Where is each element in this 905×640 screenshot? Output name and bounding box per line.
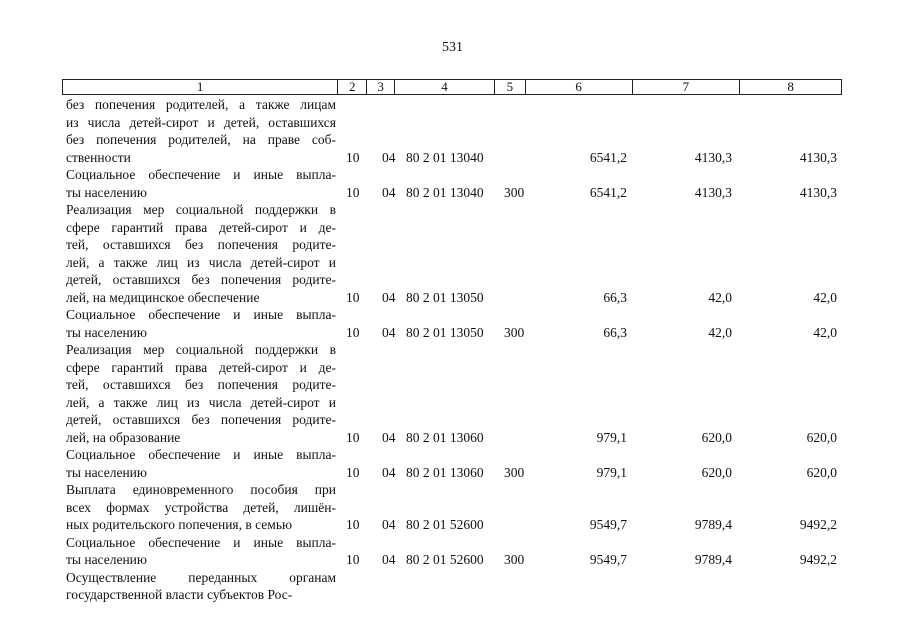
page-number: 531 xyxy=(442,40,463,55)
description-line: без попечения родителей, а также лицам xyxy=(66,97,336,112)
description-line: ты населению xyxy=(66,552,147,567)
description-line: Выплата единовременного пособия при xyxy=(66,482,336,497)
section-code-cell: 10 xyxy=(346,324,360,340)
section-code-cell: 10 xyxy=(346,552,360,567)
subsection-code-cell: 04 xyxy=(382,429,396,445)
description-line: тей, оставшихся без попечения родите- xyxy=(66,237,336,252)
description-line: лей, а также лиц из числа детей-сирот и xyxy=(66,254,336,270)
amount-col8-cell: 4130,3 xyxy=(799,149,837,165)
target-article-cell: 80 2 01 13050 xyxy=(406,324,484,340)
subsection-code-cell: 04 xyxy=(382,324,396,340)
amount-col6-cell: 6541,2 xyxy=(589,149,627,165)
description-line: ственности xyxy=(66,149,131,165)
description-line: Социальное обеспечение и иные выпла- xyxy=(66,307,336,322)
description-line: сфере гарантий права детей-сирот и де- xyxy=(66,219,336,235)
table-row xyxy=(66,341,846,446)
amount-col7-cell: 620,0 xyxy=(701,464,732,480)
target-article-cell: 80 2 01 13040 xyxy=(406,184,484,200)
description-line: детей, оставшихся без попечения родите- xyxy=(66,272,336,287)
table-row xyxy=(66,166,846,201)
column-header-1: 1 xyxy=(63,80,338,94)
description-line: лей, на образование xyxy=(66,429,181,445)
amount-col7-cell: 4130,3 xyxy=(694,184,732,200)
amount-col7-cell: 9789,4 xyxy=(694,552,732,567)
table-row xyxy=(66,534,846,569)
section-code-cell: 10 xyxy=(346,184,360,200)
column-header-2: 2 xyxy=(338,80,367,94)
row-description xyxy=(66,481,336,534)
expense-type-cell: 300 xyxy=(504,464,525,480)
description-line: Осуществление переданных органам xyxy=(66,569,336,585)
description-line: ты населению xyxy=(66,324,147,340)
column-header-6: 6 xyxy=(526,80,633,94)
section-code-cell: 10 xyxy=(346,464,360,480)
row-description xyxy=(66,306,336,341)
row-description xyxy=(66,534,336,569)
subsection-code-cell: 04 xyxy=(382,149,396,165)
row-description xyxy=(66,341,336,446)
section-code-cell: 10 xyxy=(346,149,360,165)
row-description xyxy=(66,569,336,604)
amount-col8-cell: 620,0 xyxy=(806,429,837,445)
column-header-5: 5 xyxy=(495,80,526,94)
amount-col7-cell: 42,0 xyxy=(708,324,732,340)
section-code-cell: 10 xyxy=(346,289,360,305)
expense-type-cell: 300 xyxy=(504,552,525,567)
subsection-code-cell: 04 xyxy=(382,552,396,567)
amount-col8-cell: 9492,2 xyxy=(799,552,837,567)
target-article-cell: 80 2 01 13060 xyxy=(406,429,484,445)
amount-col7-cell: 620,0 xyxy=(701,429,732,445)
table-row xyxy=(66,446,846,481)
amount-col8-cell: 42,0 xyxy=(813,324,837,340)
section-code-cell: 10 xyxy=(346,517,360,532)
expense-type-cell: 300 xyxy=(504,184,525,200)
description-line: Социальное обеспечение и иные выпла- xyxy=(66,447,336,462)
amount-col8-cell: 9492,2 xyxy=(799,517,837,532)
column-header-8: 8 xyxy=(787,79,794,94)
table-row xyxy=(66,569,846,604)
table-header xyxy=(62,79,842,95)
target-article-cell: 80 2 01 52600 xyxy=(406,552,484,567)
target-article-cell: 80 2 01 13060 xyxy=(406,464,484,480)
target-article-cell: 80 2 01 52600 xyxy=(406,517,484,532)
description-line: Реализация мер социальной поддержки в xyxy=(66,342,336,357)
expense-type-cell: 300 xyxy=(504,324,525,340)
target-article-cell: 80 2 01 13040 xyxy=(406,149,484,165)
amount-col6-cell: 6541,2 xyxy=(589,184,627,200)
column-header-7: 7 xyxy=(633,80,741,94)
column-header-3: 3 xyxy=(367,80,395,94)
row-description xyxy=(66,201,336,306)
description-line: ты населению xyxy=(66,464,147,480)
description-line: сфере гарантий права детей-сирот и де- xyxy=(66,359,336,375)
description-line: Реализация мер социальной поддержки в xyxy=(66,202,336,217)
description-line: из числа детей-сирот и детей, оставшихся xyxy=(66,114,336,130)
amount-col8-cell: 620,0 xyxy=(806,464,837,480)
description-line: ных родительского попечения, в семью xyxy=(66,517,293,532)
column-header-4: 4 xyxy=(395,80,495,94)
description-line: государственной власти субъектов Рос- xyxy=(66,587,293,602)
table-body xyxy=(66,96,846,604)
amount-col6-cell: 66,3 xyxy=(603,289,627,305)
row-description xyxy=(66,96,336,166)
amount-col7-cell: 42,0 xyxy=(708,289,732,305)
amount-col7-cell: 4130,3 xyxy=(694,149,732,165)
target-article-cell: 80 2 01 13050 xyxy=(406,289,484,305)
table-row xyxy=(66,481,846,534)
description-line: ты населению xyxy=(66,184,147,200)
description-line: без попечения родителей, на праве соб- xyxy=(66,132,336,147)
subsection-code-cell: 04 xyxy=(382,517,396,532)
amount-col6-cell: 66,3 xyxy=(603,324,627,340)
row-description xyxy=(66,166,336,201)
amount-col6-cell: 979,1 xyxy=(596,464,627,480)
subsection-code-cell: 04 xyxy=(382,289,396,305)
description-line: лей, а также лиц из числа детей-сирот и xyxy=(66,394,336,410)
amount-col6-cell: 979,1 xyxy=(596,429,627,445)
row-description xyxy=(66,446,336,481)
description-line: детей, оставшихся без попечения родите- xyxy=(66,412,336,427)
description-line: Социальное обеспечение и иные выпла- xyxy=(66,534,336,550)
amount-col8-cell: 4130,3 xyxy=(799,184,837,200)
table-row xyxy=(66,306,846,341)
subsection-code-cell: 04 xyxy=(382,184,396,200)
amount-col8-cell: 42,0 xyxy=(813,289,837,305)
subsection-code-cell: 04 xyxy=(382,464,396,480)
amount-col7-cell: 9789,4 xyxy=(694,517,732,532)
description-line: Социальное обеспечение и иные выпла- xyxy=(66,167,336,182)
table-row xyxy=(66,201,846,306)
amount-col6-cell: 9549,7 xyxy=(589,517,627,532)
table-row xyxy=(66,96,846,166)
description-line: всех формах устройства детей, лишён- xyxy=(66,499,336,515)
description-line: лей, на медицинское обеспечение xyxy=(66,289,260,305)
amount-col6-cell: 9549,7 xyxy=(589,552,627,567)
section-code-cell: 10 xyxy=(346,429,360,445)
description-line: тей, оставшихся без попечения родите- xyxy=(66,377,336,392)
